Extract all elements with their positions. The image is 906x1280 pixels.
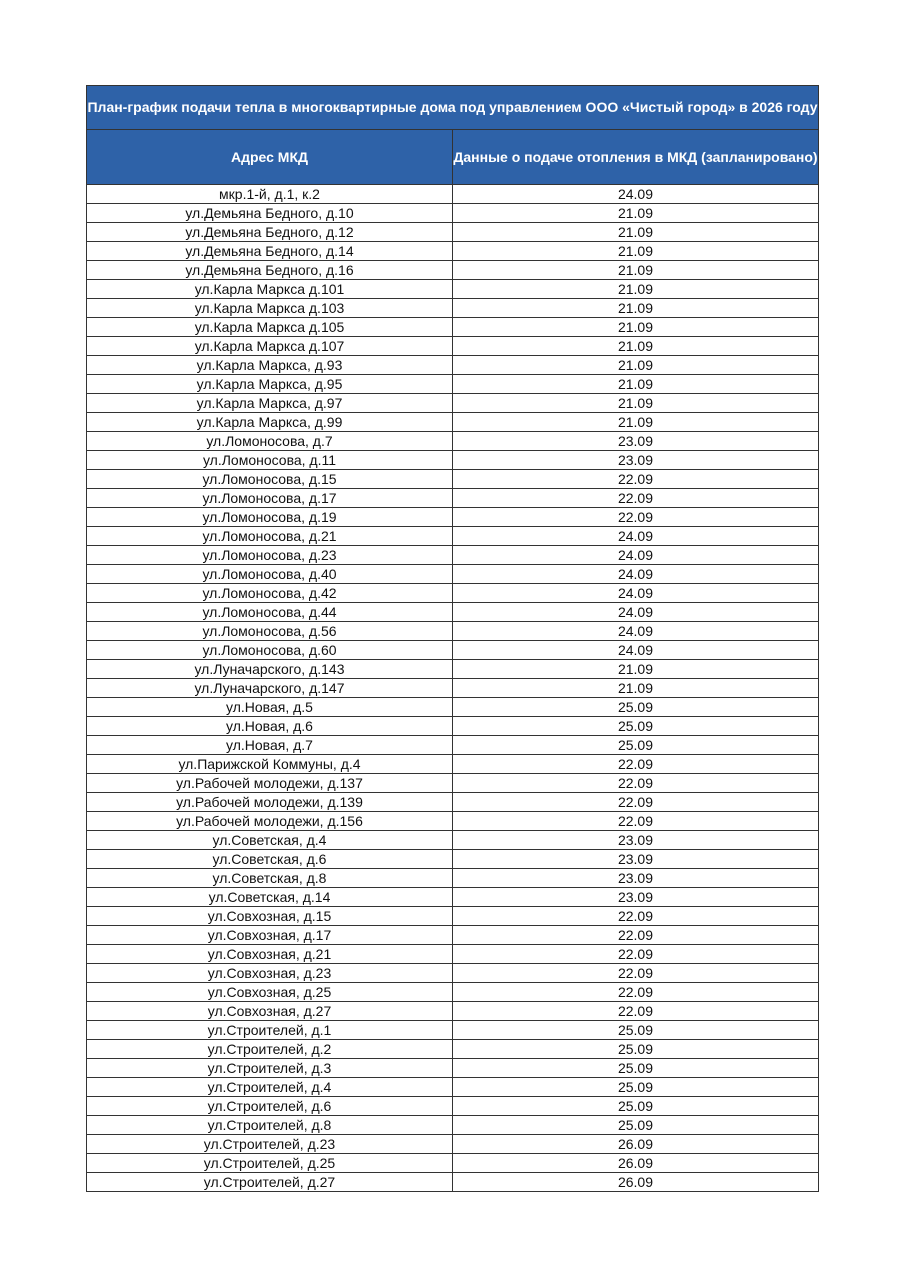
table-row bbox=[87, 413, 819, 432]
address-cell: ул.Демьяна Бедного, д.16 bbox=[87, 261, 453, 280]
table-row bbox=[87, 394, 819, 413]
address-cell: ул.Карла Маркса д.103 bbox=[87, 299, 453, 318]
date-cell: 21.09 bbox=[453, 261, 819, 280]
table-row bbox=[87, 1154, 819, 1173]
table-title: План-график подачи тепла в многоквартирные дома под управлением ООО «Чистый город» в 2026 году bbox=[87, 86, 819, 130]
address-cell: ул.Демьяна Бедного, д.12 bbox=[87, 223, 453, 242]
date-cell: 23.09 bbox=[453, 850, 819, 869]
date-cell: 22.09 bbox=[453, 774, 819, 793]
address-cell: ул.Луначарского, д.143 bbox=[87, 660, 453, 679]
table-row bbox=[87, 622, 819, 641]
date-cell: 21.09 bbox=[453, 394, 819, 413]
address-cell: ул.Карла Маркса д.101 bbox=[87, 280, 453, 299]
table-row bbox=[87, 223, 819, 242]
date-cell: 24.09 bbox=[453, 527, 819, 546]
date-cell: 22.09 bbox=[453, 926, 819, 945]
table-row bbox=[87, 261, 819, 280]
address-cell: ул.Строителей, д.27 bbox=[87, 1173, 453, 1192]
table-row bbox=[87, 337, 819, 356]
table-row bbox=[87, 375, 819, 394]
table-row bbox=[87, 812, 819, 831]
address-cell: ул.Демьяна Бедного, д.10 bbox=[87, 204, 453, 223]
date-cell: 23.09 bbox=[453, 869, 819, 888]
address-cell: ул.Ломоносова, д.42 bbox=[87, 584, 453, 603]
date-cell: 26.09 bbox=[453, 1154, 819, 1173]
table-row bbox=[87, 280, 819, 299]
table-row bbox=[87, 1116, 819, 1135]
date-cell: 22.09 bbox=[453, 489, 819, 508]
address-cell: ул.Совхозная, д.23 bbox=[87, 964, 453, 983]
date-cell: 25.09 bbox=[453, 717, 819, 736]
address-cell: ул.Совхозная, д.15 bbox=[87, 907, 453, 926]
date-cell: 24.09 bbox=[453, 565, 819, 584]
table-row bbox=[87, 299, 819, 318]
date-cell: 26.09 bbox=[453, 1173, 819, 1192]
address-cell: ул.Совхозная, д.17 bbox=[87, 926, 453, 945]
table-row bbox=[87, 470, 819, 489]
table-row bbox=[87, 1097, 819, 1116]
table-row bbox=[87, 1002, 819, 1021]
date-cell: 22.09 bbox=[453, 1002, 819, 1021]
date-cell: 21.09 bbox=[453, 337, 819, 356]
date-cell: 23.09 bbox=[453, 451, 819, 470]
date-cell: 26.09 bbox=[453, 1135, 819, 1154]
table-row bbox=[87, 603, 819, 622]
address-cell: ул.Ломоносова, д.11 bbox=[87, 451, 453, 470]
date-cell: 24.09 bbox=[453, 622, 819, 641]
date-cell: 22.09 bbox=[453, 812, 819, 831]
table-row bbox=[87, 527, 819, 546]
date-cell: 21.09 bbox=[453, 356, 819, 375]
date-cell: 21.09 bbox=[453, 242, 819, 261]
table-row bbox=[87, 945, 819, 964]
date-cell: 21.09 bbox=[453, 318, 819, 337]
table-row bbox=[87, 869, 819, 888]
date-cell: 24.09 bbox=[453, 641, 819, 660]
date-cell: 22.09 bbox=[453, 945, 819, 964]
date-cell: 24.09 bbox=[453, 584, 819, 603]
table-row bbox=[87, 1021, 819, 1040]
address-cell: ул.Карла Маркса д.107 bbox=[87, 337, 453, 356]
date-cell: 23.09 bbox=[453, 888, 819, 907]
address-cell: ул.Новая, д.6 bbox=[87, 717, 453, 736]
date-cell: 21.09 bbox=[453, 280, 819, 299]
table-row bbox=[87, 584, 819, 603]
date-cell: 23.09 bbox=[453, 432, 819, 451]
address-cell: ул.Ломоносова, д.21 bbox=[87, 527, 453, 546]
date-cell: 21.09 bbox=[453, 413, 819, 432]
date-cell: 22.09 bbox=[453, 470, 819, 489]
address-cell: ул.Совхозная, д.27 bbox=[87, 1002, 453, 1021]
table-row bbox=[87, 185, 819, 204]
address-cell: ул.Строителей, д.23 bbox=[87, 1135, 453, 1154]
date-cell: 22.09 bbox=[453, 793, 819, 812]
column-header-date: Данные о подаче отопления в МКД (запланировано) bbox=[453, 130, 819, 185]
address-cell: ул.Строителей, д.2 bbox=[87, 1040, 453, 1059]
address-cell: ул.Луначарского, д.147 bbox=[87, 679, 453, 698]
table-row bbox=[87, 660, 819, 679]
date-cell: 21.09 bbox=[453, 204, 819, 223]
table-row bbox=[87, 850, 819, 869]
table-row bbox=[87, 432, 819, 451]
date-cell: 25.09 bbox=[453, 1021, 819, 1040]
table-row bbox=[87, 831, 819, 850]
heating-schedule-table bbox=[86, 85, 819, 1192]
date-cell: 24.09 bbox=[453, 546, 819, 565]
address-cell: ул.Ломоносова, д.15 bbox=[87, 470, 453, 489]
address-cell: ул.Ломоносова, д.17 bbox=[87, 489, 453, 508]
table-row bbox=[87, 926, 819, 945]
address-cell: ул.Новая, д.7 bbox=[87, 736, 453, 755]
address-cell: ул.Ломоносова, д.56 bbox=[87, 622, 453, 641]
address-cell: ул.Ломоносова, д.40 bbox=[87, 565, 453, 584]
address-cell: ул.Советская, д.6 bbox=[87, 850, 453, 869]
address-cell: ул.Строителей, д.4 bbox=[87, 1078, 453, 1097]
table-row bbox=[87, 565, 819, 584]
table-row bbox=[87, 907, 819, 926]
table-row bbox=[87, 774, 819, 793]
address-cell: ул.Рабочей молодежи, д.137 bbox=[87, 774, 453, 793]
date-cell: 22.09 bbox=[453, 983, 819, 1002]
address-cell: ул.Ломоносова, д.23 bbox=[87, 546, 453, 565]
date-cell: 21.09 bbox=[453, 299, 819, 318]
table-row bbox=[87, 1040, 819, 1059]
table-row bbox=[87, 489, 819, 508]
table-row bbox=[87, 755, 819, 774]
date-cell: 22.09 bbox=[453, 964, 819, 983]
table-row bbox=[87, 717, 819, 736]
date-cell: 25.09 bbox=[453, 1040, 819, 1059]
date-cell: 25.09 bbox=[453, 1097, 819, 1116]
address-cell: ул.Парижской Коммуны, д.4 bbox=[87, 755, 453, 774]
date-cell: 24.09 bbox=[453, 185, 819, 204]
table-row bbox=[87, 1173, 819, 1192]
table-row bbox=[87, 698, 819, 717]
address-cell: мкр.1-й, д.1, к.2 bbox=[87, 185, 453, 204]
date-cell: 21.09 bbox=[453, 679, 819, 698]
address-cell: ул.Карла Маркса д.105 bbox=[87, 318, 453, 337]
date-cell: 22.09 bbox=[453, 755, 819, 774]
table-row bbox=[87, 451, 819, 470]
address-cell: ул.Карла Маркса, д.99 bbox=[87, 413, 453, 432]
date-cell: 23.09 bbox=[453, 831, 819, 850]
date-cell: 25.09 bbox=[453, 736, 819, 755]
address-cell: ул.Совхозная, д.21 bbox=[87, 945, 453, 964]
address-cell: ул.Строителей, д.6 bbox=[87, 1097, 453, 1116]
date-cell: 21.09 bbox=[453, 660, 819, 679]
date-cell: 21.09 bbox=[453, 375, 819, 394]
address-cell: ул.Карла Маркса, д.95 bbox=[87, 375, 453, 394]
address-cell: ул.Новая, д.5 bbox=[87, 698, 453, 717]
address-cell: ул.Советская, д.8 bbox=[87, 869, 453, 888]
table-row bbox=[87, 1078, 819, 1097]
address-cell: ул.Демьяна Бедного, д.14 bbox=[87, 242, 453, 261]
column-header-address: Адрес МКД bbox=[87, 130, 453, 185]
table-row bbox=[87, 318, 819, 337]
date-cell: 25.09 bbox=[453, 1078, 819, 1097]
address-cell: ул.Ломоносова, д.19 bbox=[87, 508, 453, 527]
table-row bbox=[87, 546, 819, 565]
address-cell: ул.Строителей, д.25 bbox=[87, 1154, 453, 1173]
table-row bbox=[87, 1135, 819, 1154]
date-cell: 22.09 bbox=[453, 508, 819, 527]
address-cell: ул.Карла Маркса, д.93 bbox=[87, 356, 453, 375]
address-cell: ул.Советская, д.14 bbox=[87, 888, 453, 907]
date-cell: 24.09 bbox=[453, 603, 819, 622]
table-row bbox=[87, 983, 819, 1002]
table-row bbox=[87, 242, 819, 261]
date-cell: 25.09 bbox=[453, 1116, 819, 1135]
table-row bbox=[87, 736, 819, 755]
table-row bbox=[87, 793, 819, 812]
address-cell: ул.Строителей, д.8 bbox=[87, 1116, 453, 1135]
table-row bbox=[87, 508, 819, 527]
address-cell: ул.Рабочей молодежи, д.156 bbox=[87, 812, 453, 831]
address-cell: ул.Ломоносова, д.60 bbox=[87, 641, 453, 660]
address-cell: ул.Ломоносова, д.7 bbox=[87, 432, 453, 451]
address-cell: ул.Ломоносова, д.44 bbox=[87, 603, 453, 622]
table-row bbox=[87, 356, 819, 375]
table-row bbox=[87, 641, 819, 660]
table-row bbox=[87, 1059, 819, 1078]
table-row bbox=[87, 964, 819, 983]
address-cell: ул.Совхозная, д.25 bbox=[87, 983, 453, 1002]
table-body bbox=[87, 185, 819, 1192]
table-row bbox=[87, 204, 819, 223]
date-cell: 22.09 bbox=[453, 907, 819, 926]
address-cell: ул.Рабочей молодежи, д.139 bbox=[87, 793, 453, 812]
address-cell: ул.Строителей, д.1 bbox=[87, 1021, 453, 1040]
table-row bbox=[87, 679, 819, 698]
table-row bbox=[87, 888, 819, 907]
date-cell: 21.09 bbox=[453, 223, 819, 242]
address-cell: ул.Карла Маркса, д.97 bbox=[87, 394, 453, 413]
date-cell: 25.09 bbox=[453, 698, 819, 717]
date-cell: 25.09 bbox=[453, 1059, 819, 1078]
address-cell: ул.Советская, д.4 bbox=[87, 831, 453, 850]
address-cell: ул.Строителей, д.3 bbox=[87, 1059, 453, 1078]
